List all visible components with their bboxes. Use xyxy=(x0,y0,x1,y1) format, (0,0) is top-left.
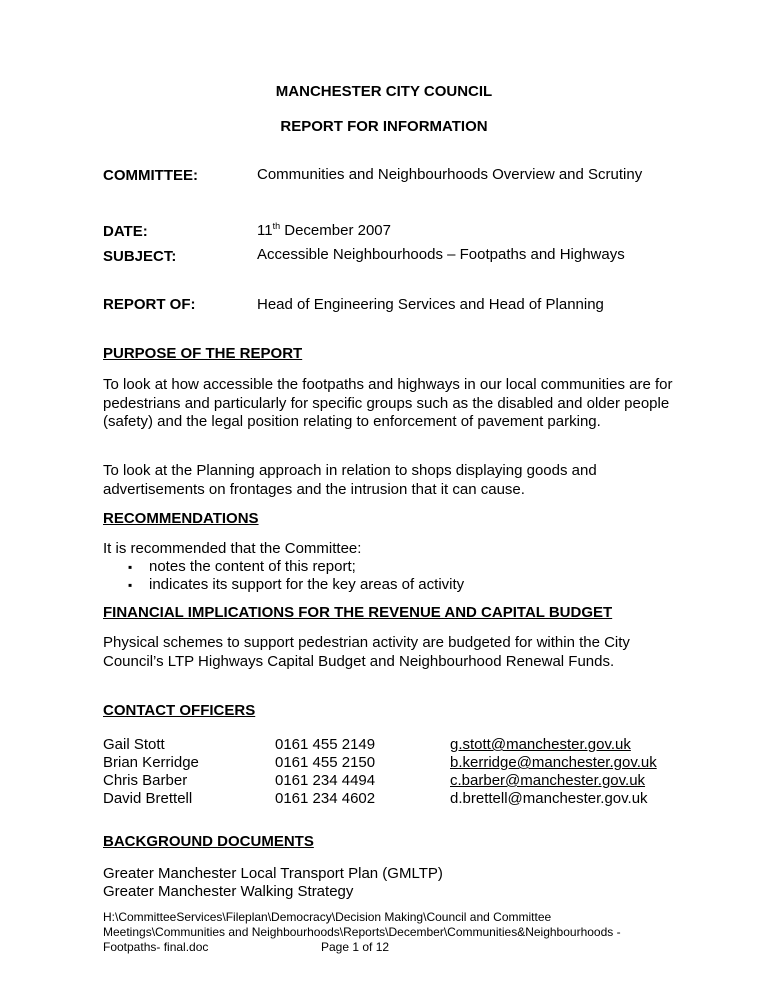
contact-phone: 0161 234 4602 xyxy=(275,790,376,807)
recommendations-heading: RECOMMENDATIONS xyxy=(103,510,259,527)
committee-value: Communities and Neighbourhoods Overview and Scrutiny xyxy=(257,166,643,183)
footer-path-line: Meetings\Communities and Neighbourhoods\Reports\December\Communities&Neighbourhoods - xyxy=(103,925,621,939)
bullet-icon: ▪ xyxy=(128,578,133,592)
contact-email-link[interactable]: g.stott@manchester.gov.uk xyxy=(450,736,631,753)
recommendations-intro: It is recommended that the Committee: xyxy=(103,540,362,557)
contact-email: d.brettell@manchester.gov.uk xyxy=(450,790,648,807)
purpose-heading: PURPOSE OF THE REPORT xyxy=(103,345,303,362)
contact-name: Chris Barber xyxy=(103,772,188,789)
date-value: 11th December 2007 xyxy=(257,221,391,239)
contact-emails xyxy=(450,736,657,808)
org-title: MANCHESTER CITY COUNCIL xyxy=(275,83,493,100)
bullet-icon: ▪ xyxy=(128,560,133,574)
subject-value: Accessible Neighbourhoods – Footpaths and Highways xyxy=(257,246,625,263)
contacts-heading: CONTACT OFFICERS xyxy=(103,702,256,719)
contact-phones xyxy=(275,736,375,808)
report-type: REPORT FOR INFORMATION xyxy=(280,118,488,135)
page-number: Page 1 of 12 xyxy=(321,940,390,954)
contact-phone: 0161 455 2150 xyxy=(275,754,376,771)
list-item: ▪ indicates its support for the key areas of activity xyxy=(128,576,465,593)
background-heading: BACKGROUND DOCUMENTS xyxy=(103,833,314,850)
background-doc: Greater Manchester Walking Strategy xyxy=(103,883,354,900)
report-of-label: REPORT OF: xyxy=(103,296,196,313)
committee-label: COMMITTEE: xyxy=(103,167,198,184)
contact-email-link[interactable]: b.kerridge@manchester.gov.uk xyxy=(450,754,657,771)
financial-para: Physical schemes to support pedestrian activity are budgeted for within the City Council’s LTP Highways Capital Budget and Neighbourhood Renewal Funds. xyxy=(103,634,630,670)
contact-name: David Brettell xyxy=(103,790,193,807)
financial-heading: FINANCIAL IMPLICATIONS FOR THE REVENUE AND CAPITAL BUDGET xyxy=(103,604,613,621)
purpose-para-2: To look at the Planning approach in relation to shops displaying goods and advertisements on frontages and the intrusion that it can cause. xyxy=(103,462,597,498)
report-of-value: Head of Engineering Services and Head of Planning xyxy=(257,296,604,313)
contact-name: Brian Kerridge xyxy=(103,754,199,771)
footer-filename: Footpaths- final.doc xyxy=(103,940,209,954)
purpose-para-1: To look at how accessible the footpaths and highways in our local communities are for pedestrians and particularly for specific groups such as the disabled and older people (safety) and the legal position relating to enforcement of pavement parking. xyxy=(103,376,673,430)
contact-email-link[interactable]: c.barber@manchester.gov.uk xyxy=(450,772,646,789)
list-item: ▪ notes the content of this report; xyxy=(128,558,356,575)
footer-path xyxy=(103,910,703,955)
recommendations-list xyxy=(103,558,678,594)
contact-names xyxy=(103,736,199,808)
background-doc: Greater Manchester Local Transport Plan (GMLTP) xyxy=(103,865,443,882)
contact-name: Gail Stott xyxy=(103,736,165,753)
footer-last-line xyxy=(103,940,703,955)
footer-path-line: H:\CommitteeServices\Fileplan\Democracy\Decision Making\Council and Committee xyxy=(103,910,552,924)
date-label: DATE: xyxy=(103,223,148,240)
subject-label: SUBJECT: xyxy=(103,248,177,265)
contact-phone: 0161 234 4494 xyxy=(275,772,376,789)
contact-phone: 0161 455 2149 xyxy=(275,736,376,753)
